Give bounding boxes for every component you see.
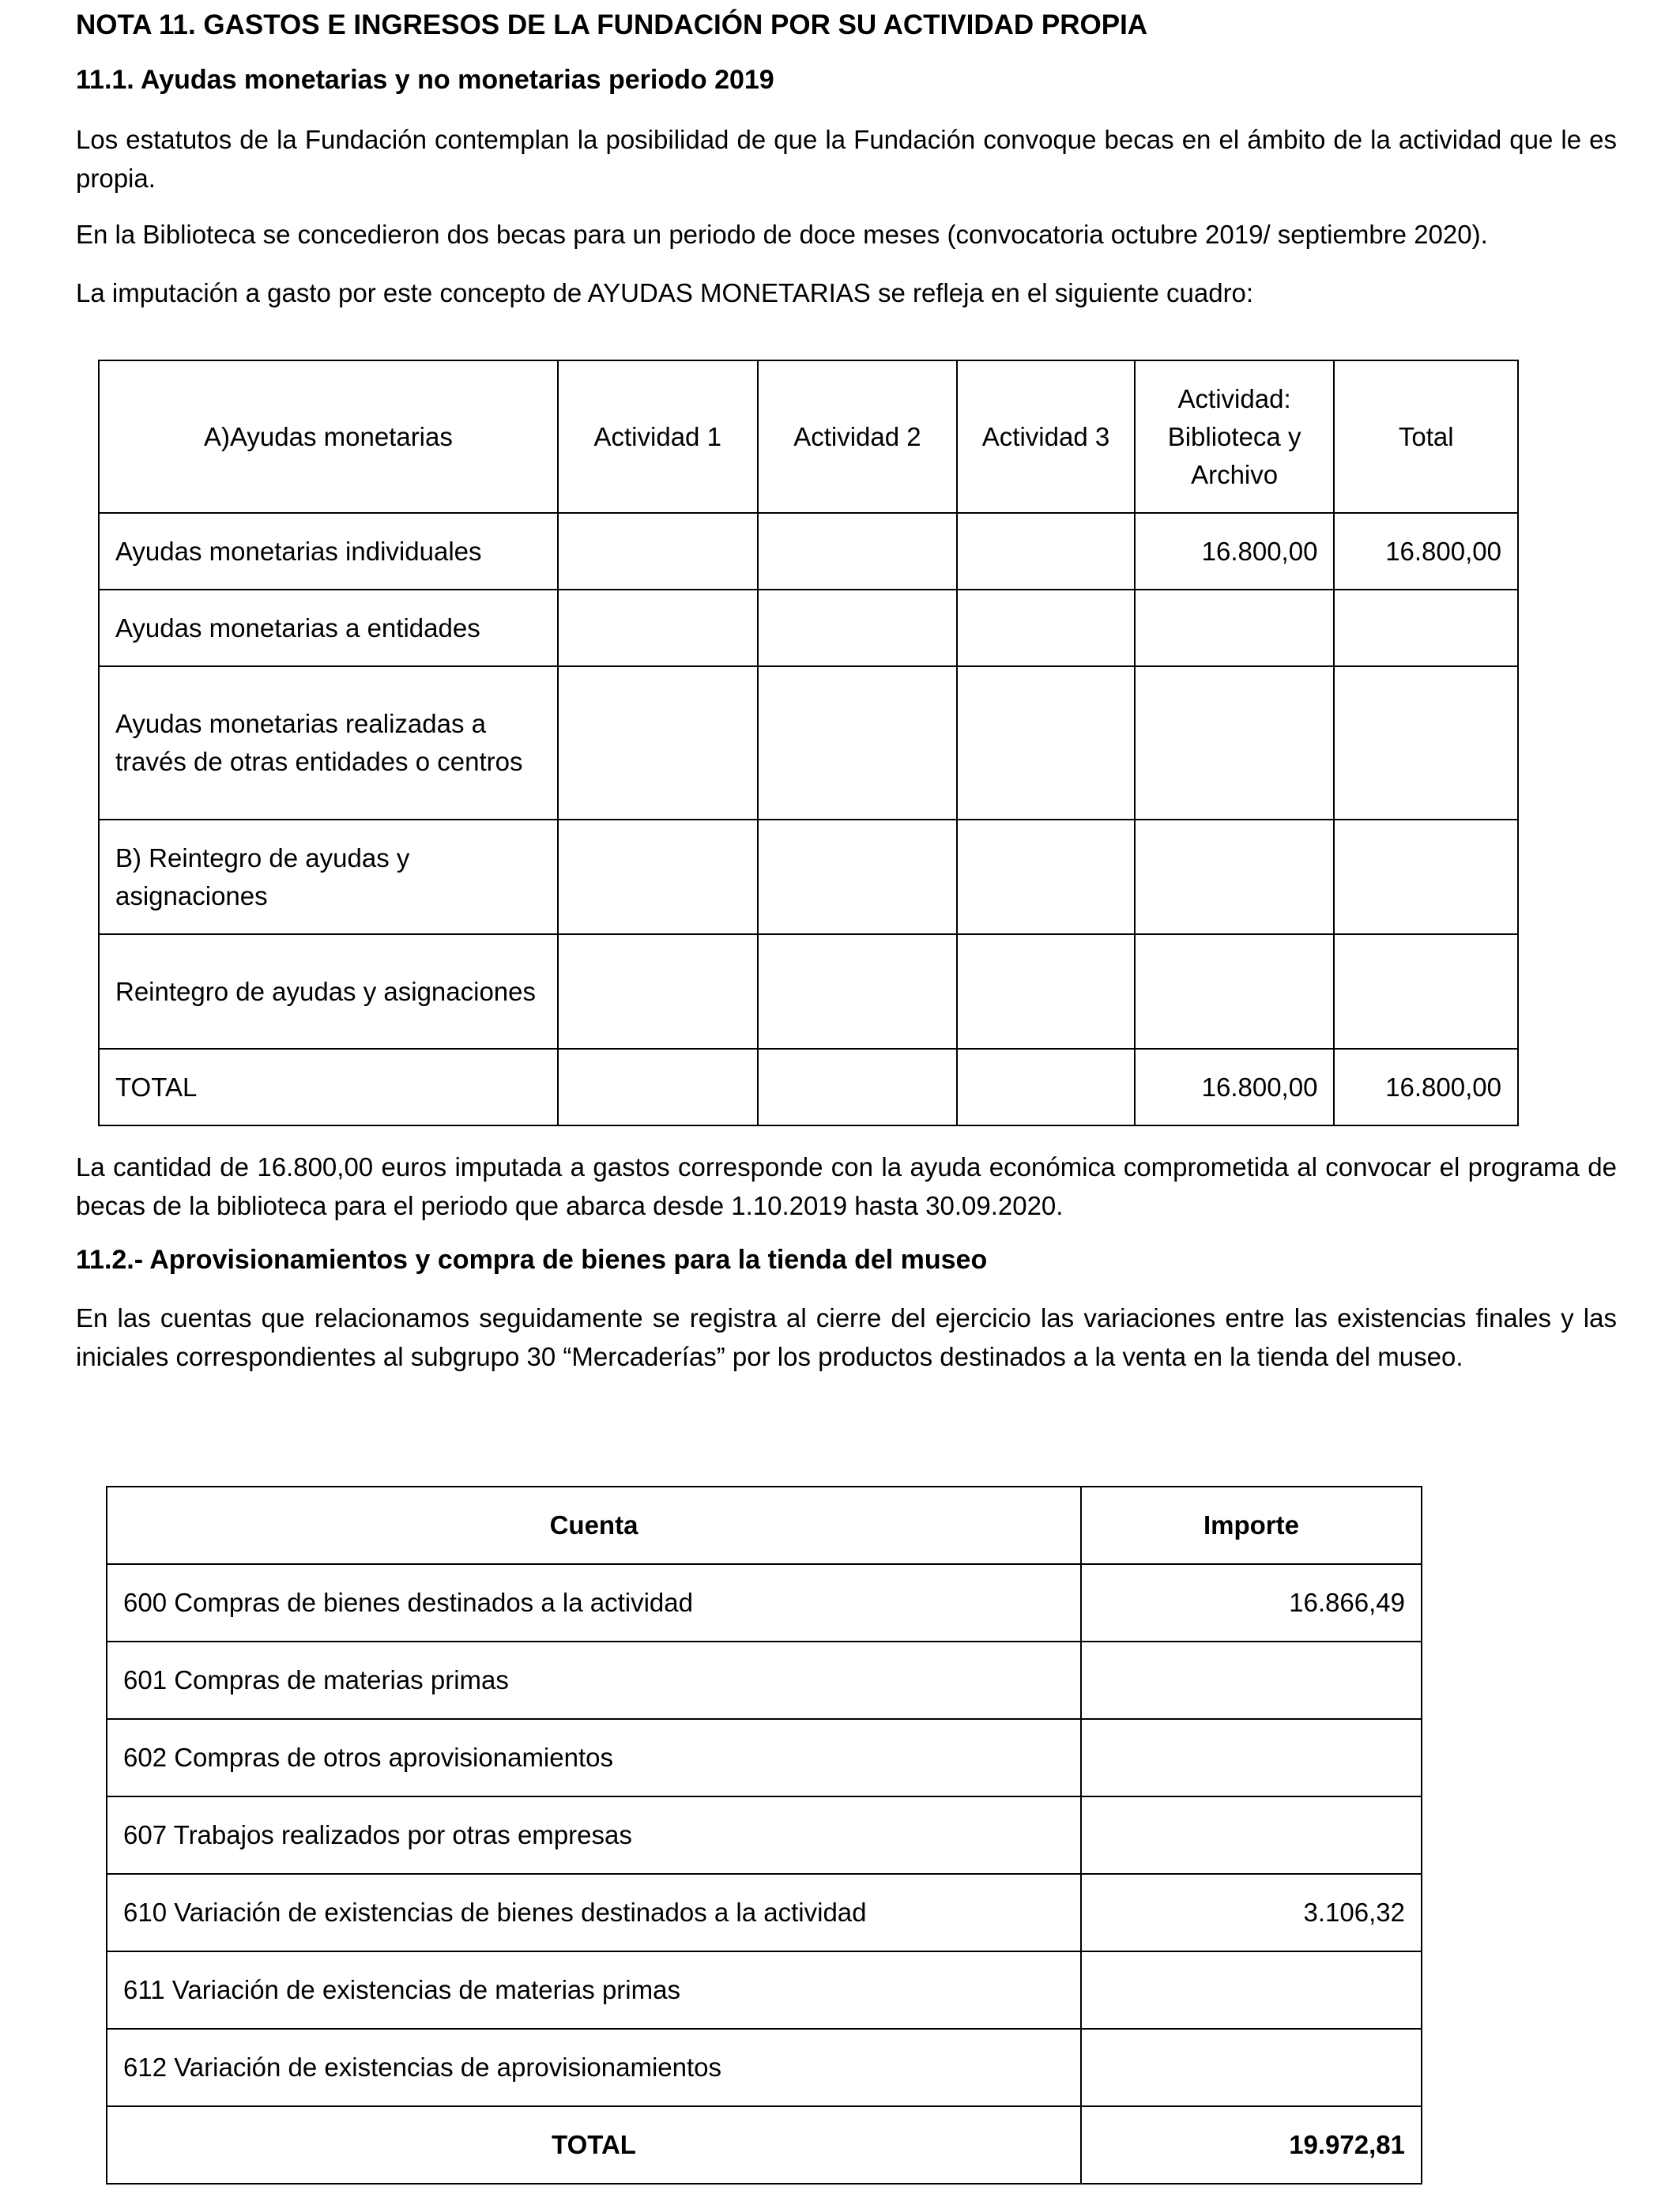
account-label: 602 Compras de otros aprovisionamientos [107,1719,1081,1796]
row-label: Ayudas monetarias a entidades [99,590,558,666]
column-header: Total [1334,360,1518,513]
amount-cell [1081,1719,1422,1796]
table-row [107,1951,1422,2029]
table-row [107,1719,1422,1796]
amount-cell [1081,1796,1422,1874]
amount-cell [1081,1642,1422,1719]
paragraph-cuentas: En las cuentas que relacionamos seguidamente se registra al cierre del ejercicio las variaciones entre las existencias finales y las iniciales correspondientes al subgrupo 30 “Mercaderías” por los productos destinados a la venta en la tienda del museo. [76,1303,1617,1371]
table-total-row [107,2106,1422,2184]
paragraph-cantidad: La cantidad de 16.800,00 euros imputada a gastos corresponde con la ayuda económica comprometida al convocar el programa de becas de la biblioteca para el periodo que abarca desde 1.10.2019 hasta 30.09.2020. [76,1152,1617,1220]
paragraph-biblioteca-becas: En la Biblioteca se concedieron dos becas para un periodo de doce meses (convocatoria octubre 2019/ septiembre 2020). [76,220,1488,249]
amount-cell [1081,2029,1422,2106]
row-label: Ayudas monetarias individuales [99,513,558,590]
table-cell [758,666,958,820]
column-header: Actividad 2 [758,360,958,513]
row-label: Ayudas monetarias realizadas a través de otras entidades o centros [99,666,558,820]
table-cell [1135,934,1335,1049]
table-row [107,1874,1422,1951]
table-cell [1334,820,1518,934]
total-label: TOTAL [107,2106,1081,2184]
table-cell: 16.800,00 [1334,1049,1518,1125]
table-cell [957,934,1135,1049]
page-title: NOTA 11. GASTOS E INGRESOS DE LA FUNDACIÓN POR SU ACTIVIDAD PROPIA [76,9,1148,40]
table-cell [957,666,1135,820]
account-label: 600 Compras de bienes destinados a la actividad [107,1564,1081,1642]
table-row [99,513,1518,590]
amount-cell: 3.106,32 [1081,1874,1422,1951]
table-cell [1334,934,1518,1049]
table-cell [758,590,958,666]
table-row [99,590,1518,666]
row-label: Reintegro de ayudas y asignaciones [99,934,558,1049]
account-label: 610 Variación de existencias de bienes destinados a la actividad [107,1874,1081,1951]
column-header: Actividad 3 [957,360,1135,513]
column-header: Cuenta [107,1487,1081,1564]
table-row [99,666,1518,820]
table-cell [558,666,758,820]
table-cell [758,934,958,1049]
table-cell [558,513,758,590]
section-heading-11-2: 11.2.- Aprovisionamientos y compra de bienes para la tienda del museo [76,1245,988,1275]
table-cell: 16.800,00 [1334,513,1518,590]
column-header: Importe [1081,1487,1422,1564]
table-cell: 16.800,00 [1135,513,1335,590]
account-label: 601 Compras de materias primas [107,1642,1081,1719]
account-label: 611 Variación de existencias de materias primas [107,1951,1081,2029]
total-amount: 19.972,81 [1081,2106,1422,2184]
table-cell [957,820,1135,934]
table-cell: 16.800,00 [1135,1049,1335,1125]
ayudas-monetarias-table [98,360,1519,1126]
row-label: TOTAL [99,1049,558,1125]
table-cell [1135,590,1335,666]
table-cell [1135,666,1335,820]
column-header: Actividad: Biblioteca y Archivo [1135,360,1335,513]
table-header-row [99,360,1518,513]
table-cell [758,1049,958,1125]
table-cell [758,513,958,590]
table-cell [957,590,1135,666]
table-row [107,1796,1422,1874]
table-cell [758,820,958,934]
section-heading-11-1: 11.1. Ayudas monetarias y no monetarias periodo 2019 [76,65,774,95]
aprovisionamientos-table [106,1486,1422,2185]
account-label: 607 Trabajos realizados por otras empresas [107,1796,1081,1874]
row-label: B) Reintegro de ayudas y asignaciones [99,820,558,934]
table-cell [1135,820,1335,934]
table-cell [558,934,758,1049]
paragraph-estatutos: Los estatutos de la Fundación contemplan la posibilidad de que la Fundación convoque becas en el ámbito de la actividad que le es propia. [76,125,1617,193]
table-row [99,934,1518,1049]
table-cell [1334,666,1518,820]
table-cell [558,820,758,934]
column-header: A)Ayudas monetarias [99,360,558,513]
table-cell [1334,590,1518,666]
table-cell [957,513,1135,590]
table-cell [558,590,758,666]
paragraph-imputacion: La imputación a gasto por este concepto de AYUDAS MONETARIAS se refleja en el siguiente cuadro: [76,278,1254,307]
table-row [107,1564,1422,1642]
table-row [99,820,1518,934]
table-header-row [107,1487,1422,1564]
column-header: Actividad 1 [558,360,758,513]
table-row [107,2029,1422,2106]
account-label: 612 Variación de existencias de aprovisionamientos [107,2029,1081,2106]
table-total-row [99,1049,1518,1125]
amount-cell [1081,1951,1422,2029]
amount-cell: 16.866,49 [1081,1564,1422,1642]
table-cell [558,1049,758,1125]
table-row [107,1642,1422,1719]
table-cell [957,1049,1135,1125]
